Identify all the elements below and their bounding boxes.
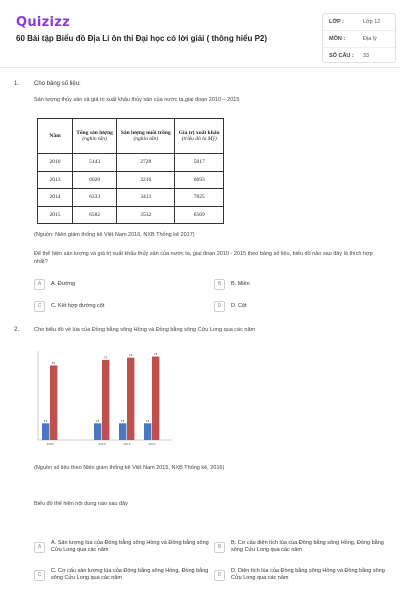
- table-header-unit: (nghìn tấn): [133, 136, 159, 142]
- option-text: C. Cơ cấu sản lượng lúa của Đồng bằng sông Hồng, Đồng bằng sông Cửu Long qua các năm: [51, 568, 209, 581]
- table-cell: 2013: [38, 171, 73, 189]
- x-tick-label: 2014: [148, 442, 156, 446]
- chart-bar: [119, 423, 126, 440]
- table-row: [38, 171, 224, 189]
- meta-subject: [323, 31, 395, 48]
- option-text: D. Diện tích lúa của Đồng bằng sông Hồng và Đồng bằng sông Cửu Long qua các năm: [231, 568, 385, 581]
- chart-bar: [144, 423, 151, 440]
- option-letter: C: [34, 301, 45, 312]
- table-cell: 6569: [175, 206, 224, 224]
- table-header-unit: (triệu đô la Mỹ): [181, 136, 217, 142]
- chart-bar: [50, 365, 57, 440]
- bar-value-label: 72: [103, 355, 108, 360]
- table-row: [38, 189, 224, 207]
- q2-option-b[interactable]: [214, 538, 394, 556]
- option-letter: A: [34, 542, 45, 553]
- option-letter: C: [34, 570, 45, 581]
- table-header-label: Giá trị xuất khẩu: [178, 129, 220, 136]
- option-text: D. Cột: [231, 302, 247, 309]
- meta-subject-label: MÔN :: [329, 36, 346, 42]
- q2-option-c[interactable]: [34, 566, 209, 584]
- table-header: [117, 119, 175, 154]
- question-1-source: (Nguồn: Niên giám thống kê Việt Nam 2016, NXB Thống kê 2017): [34, 232, 195, 238]
- table-cell: 5143: [73, 154, 117, 172]
- option-text: C. Kết hợp đường cột: [51, 302, 105, 309]
- question-1-number: 1.: [14, 81, 20, 87]
- table-header: [38, 119, 73, 154]
- option-text: B. Miền: [231, 280, 250, 287]
- table-header-unit: (nghìn tấn): [82, 136, 107, 142]
- chart-bar: [152, 357, 159, 440]
- document-title: 60 Bài tập Biểu đồ Địa Lí ôn thi Đại học có lời giải ( thông hiểu P2): [16, 34, 268, 43]
- table-cell: 2010: [38, 154, 73, 172]
- table-header-label: Sản lượng nuôi trồng: [120, 129, 171, 136]
- table-cell: 2014: [38, 189, 73, 207]
- q1-option-b[interactable]: [214, 277, 374, 291]
- meta-count-value: 33: [363, 53, 370, 59]
- x-tick-label: 2005: [46, 442, 54, 446]
- table-cell: 5017: [175, 154, 224, 172]
- question-2-source: (Nguồn số liệu theo Niên giám thống kê Việt Nam 2015, NXB Thống kê, 2016): [34, 465, 225, 471]
- q1-option-a[interactable]: [34, 277, 194, 291]
- table-cell: 3216: [117, 171, 175, 189]
- table-header-row: [38, 119, 224, 154]
- x-tick-label: 2012: [123, 442, 131, 446]
- bar-value-label: 15: [95, 418, 100, 423]
- bar-value-label: 74: [128, 353, 133, 358]
- q1-option-d[interactable]: [214, 299, 374, 313]
- header-divider: [0, 67, 400, 68]
- table-cell: 6582: [73, 206, 117, 224]
- bar-value-label: 15: [120, 418, 125, 423]
- meta-grade: [323, 14, 395, 31]
- option-letter: D: [214, 570, 225, 581]
- question-2-prompt: Cho biểu đồ về lúa của Đồng bằng sông Hồng và Đồng bằng sông Cửu Long qua các năm: [34, 327, 256, 333]
- q2-option-a[interactable]: [34, 538, 209, 556]
- question-1-prompt: Cho bảng số liệu:: [34, 81, 81, 87]
- data-table: [37, 118, 224, 224]
- table-row: [38, 206, 224, 224]
- question-2-number: 2.: [14, 327, 20, 333]
- option-text: A. Đường: [51, 280, 76, 287]
- meta-subject-value: Địa lý: [363, 36, 377, 42]
- meta-grade-label: LỚP :: [329, 19, 344, 25]
- meta-count: [323, 48, 395, 64]
- bar-value-label: 15: [43, 418, 48, 423]
- rice-bar-chart: [30, 345, 180, 460]
- meta-box: [322, 13, 396, 63]
- option-letter: A: [34, 279, 45, 290]
- table-header: [73, 119, 117, 154]
- chart-bar: [94, 423, 101, 440]
- table-cell: 7825: [175, 189, 224, 207]
- table-cell: 2015: [38, 206, 73, 224]
- meta-grade-value: Lớp 12: [363, 19, 381, 25]
- bar-value-label: 67: [51, 360, 56, 365]
- question-1-caption: Sản lượng thủy sản và giá trị xuất khẩu thủy sản của nước ta,giai đoạn 2010 – 2015: [34, 97, 240, 103]
- table-cell: 6693: [175, 171, 224, 189]
- q2-option-d[interactable]: [214, 566, 394, 584]
- bar-value-label: 75: [153, 352, 158, 357]
- option-letter: B: [214, 542, 225, 553]
- table-cell: 6333: [73, 189, 117, 207]
- quizizz-logo: Quizizz: [16, 15, 71, 30]
- table-header: [175, 119, 224, 154]
- question-2-question: Biểu đồ thể hiện nội dung nào sau đây: [34, 501, 128, 507]
- option-letter: B: [214, 279, 225, 290]
- chart-bar: [42, 423, 49, 440]
- question-1-question: Để thể hiện sản lượng và giá trị xuất khẩu thủy sản của nước ta, giai đoạn 2010 - 2015 theo bảng số liệu, biểu đồ nào sau đây là thích hợp nhất?: [34, 251, 373, 265]
- table-header-label: Tổng sản lượng: [76, 129, 113, 136]
- chart-bar: [102, 360, 109, 440]
- chart-bar: [127, 358, 134, 440]
- option-text: A. Sản lượng lúa của Đồng bằng sông Hồng và Đồng bằng sông Cửu Long qua các năm: [51, 540, 209, 553]
- x-tick-label: 2010: [98, 442, 106, 446]
- table-header-label: Năm: [49, 132, 61, 139]
- table-cell: 3413: [117, 189, 175, 207]
- bar-value-label: 15: [145, 418, 150, 423]
- table-cell: 2728: [117, 154, 175, 172]
- table-row: [38, 154, 224, 172]
- table-cell: 3532: [117, 206, 175, 224]
- meta-count-label: SỐ CÂU :: [329, 53, 354, 59]
- option-text: B. Cơ cấu diện tích lúa của Đồng bằng sông Hồng, Đồng bằng sông Cửu Long qua các năm: [231, 540, 384, 553]
- option-letter: D: [214, 301, 225, 312]
- q1-option-c[interactable]: [34, 299, 194, 313]
- table-cell: 6020: [73, 171, 117, 189]
